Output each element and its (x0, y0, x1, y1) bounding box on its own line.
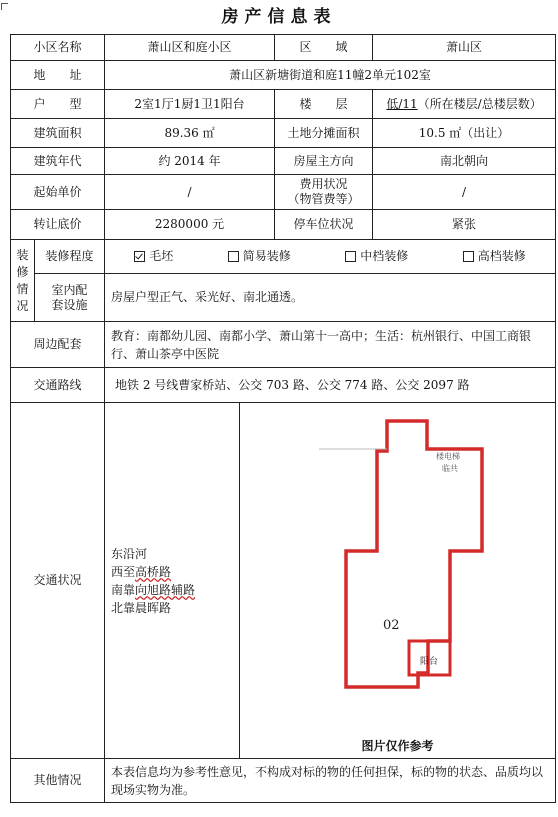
traffic-south-prefix: 南靠 (111, 582, 136, 597)
fee-label-line2: （物管费等） (287, 192, 360, 206)
traffic-west-road: 高桥路 (135, 564, 172, 579)
decor-option-label: 高档装修 (477, 249, 526, 263)
decor-option-simple[interactable] (228, 249, 291, 264)
fee-value: / (373, 175, 556, 210)
traffic-east: 东沿河 (111, 546, 148, 561)
decor-option-high[interactable] (463, 249, 526, 264)
table-row (11, 148, 556, 175)
parking-label: 停车位状况 (275, 210, 373, 240)
decor-option-label: 中档装修 (360, 249, 409, 263)
table-row (11, 322, 556, 368)
fee-label-line1: 费用状况 (299, 177, 348, 191)
table-row (11, 210, 556, 240)
area-value: 89.36 ㎡ (105, 119, 275, 148)
year-label: 建筑年代 (11, 148, 105, 175)
decoration-group-label (11, 240, 35, 322)
traffic-north: 北靠晨晖路 (111, 600, 172, 615)
decor-option-rough[interactable] (134, 249, 173, 264)
layout-value: 2室1厅1厨1卫1阳台 (105, 90, 275, 119)
plan-stair-label-1: 楼电梯 (436, 452, 461, 461)
table-row (11, 175, 556, 210)
table-row (11, 368, 556, 403)
table-row (11, 240, 556, 274)
address-label: 地 址 (11, 61, 105, 90)
fee-label (275, 175, 373, 210)
traffic-west (111, 563, 237, 581)
other-value: 本表信息均为参考性意见，不构成对标的物的任何担保，标的物的状态、品质均以现场实物为准。 (105, 759, 556, 803)
facility-value: 房屋户型正气、采光好、南北通透。 (105, 274, 556, 322)
decoration-level-label: 装修程度 (35, 240, 105, 274)
checkbox-icon (345, 251, 356, 262)
decor-option-label: 毛坯 (149, 249, 174, 263)
traffic-south (111, 581, 237, 599)
facility-label-line1: 室内配 (51, 282, 88, 297)
checkbox-icon (228, 251, 239, 262)
traffic-south-road: 向旭路辅路 (135, 582, 196, 597)
transit-value: 地铁 2 号线曹家桥站、公交 703 路、公交 774 路、公交 2097 路 (105, 368, 556, 403)
plan-caption: 图片仅作参考 (361, 739, 434, 753)
decor-option-label: 简易装修 (242, 249, 291, 263)
floor-value-note: （所在楼层/总楼层数） (417, 96, 542, 111)
table-row (11, 61, 556, 90)
orientation-value: 南北朝向 (373, 148, 556, 175)
surroundings-label: 周边配套 (11, 322, 105, 368)
land-area-label: 土地分摊面积 (275, 119, 373, 148)
orientation-label: 房屋主方向 (275, 148, 373, 175)
floor-value-low: 低/11 (386, 96, 418, 111)
decor-option-medium[interactable] (345, 249, 408, 264)
community-label: 小区名称 (11, 35, 105, 61)
table-row (11, 90, 556, 119)
floor-plan-outline (346, 421, 482, 687)
year-value: 约 2014 年 (105, 148, 275, 175)
decoration-char: 况 (16, 298, 29, 313)
floor-value (373, 90, 556, 119)
decoration-char: 情 (16, 281, 29, 296)
table-row (11, 274, 556, 322)
start-price-value: / (105, 175, 275, 210)
layout-label: 户 型 (11, 90, 105, 119)
address-value: 萧山区新塘街道和庭11幢2单元102室 (105, 61, 556, 90)
surroundings-value: 教育：南都幼儿园、南都小学、萧山第十一高中；生活：杭州银行、中国工商银行、萧山茶亭中医院 (105, 322, 556, 368)
checkbox-icon (463, 251, 474, 262)
transit-label: 交通路线 (11, 368, 105, 403)
other-label: 其他情况 (11, 759, 105, 803)
table-row (11, 119, 556, 148)
table-row (11, 403, 556, 759)
facility-label-line2: 套设施 (51, 297, 88, 312)
decoration-char: 装 (16, 247, 29, 262)
land-area-value: 10.5 ㎡（出让） (373, 119, 556, 148)
traffic-west-prefix: 西至 (111, 564, 136, 579)
floor-plan-cell (240, 403, 556, 759)
plan-room-number: 02 (383, 618, 400, 633)
reserve-price-value: 2280000 元 (105, 210, 275, 240)
floor-label: 楼 层 (275, 90, 373, 119)
page-title: 房产信息表 (221, 7, 337, 27)
district-label: 区 域 (275, 35, 373, 61)
plan-balcony-label: 阳台 (420, 657, 439, 667)
district-value: 萧山区 (373, 35, 556, 61)
table-row (11, 759, 556, 803)
plan-stair-label-2: 临共 (442, 464, 459, 473)
decoration-char: 修 (16, 264, 29, 279)
parking-value: 紧张 (373, 210, 556, 240)
table-row (11, 35, 556, 61)
start-price-label: 起始单价 (11, 175, 105, 210)
traffic-label: 交通状况 (11, 403, 105, 759)
decoration-options (105, 240, 556, 274)
facility-label (35, 274, 105, 322)
property-info-table (10, 34, 556, 803)
community-value: 萧山区和庭小区 (105, 35, 275, 61)
floor-plan-image (240, 403, 556, 759)
reserve-price-label: 转让底价 (11, 210, 105, 240)
area-label: 建筑面积 (11, 119, 105, 148)
traffic-value (105, 403, 240, 759)
checked-box-icon (134, 251, 145, 262)
